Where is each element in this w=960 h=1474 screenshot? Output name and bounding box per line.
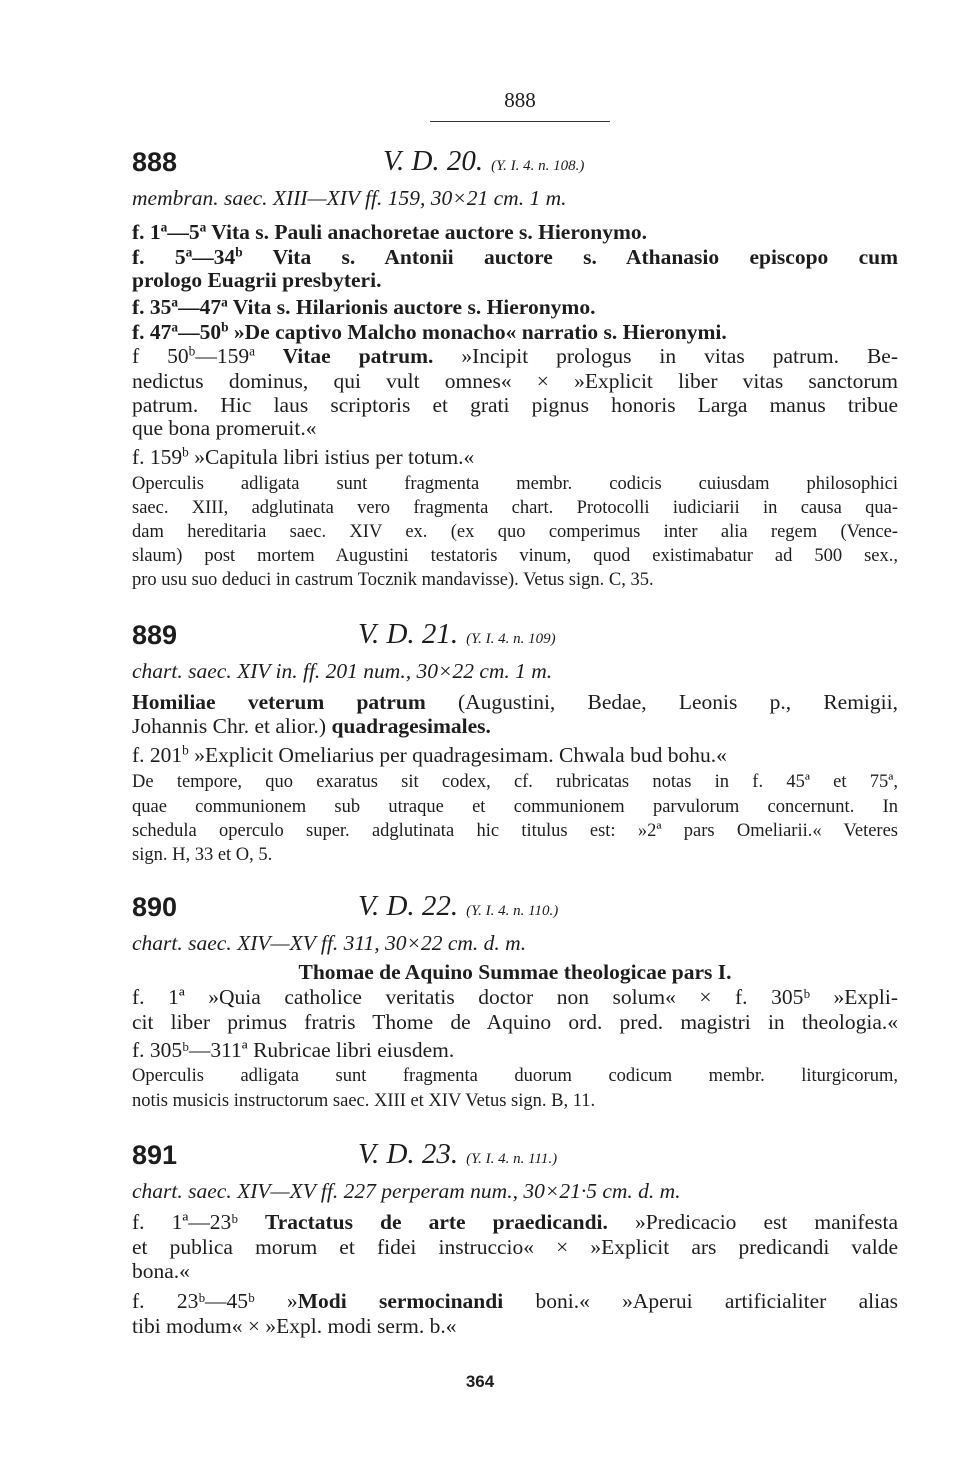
content-line: f. 305ᵇ—311ª Rubricae libri eiusdem. — [132, 1038, 455, 1062]
content-line: f. 47$^a$—50$^b$ »De captivo Malcho monacho« narratio s. Hieronymi. — [132, 319, 727, 344]
entry-number: 888 — [132, 147, 178, 177]
note-line: notis musicis instructorum saec. XIII et XIV Vetus sign. B, 11. — [132, 1091, 596, 1111]
content-line: nedictus dominus, qui vult omnes« × »Explicit liber vitas sanctorum — [132, 369, 898, 393]
content-line: prologo Euagrii presbyteri. — [132, 268, 382, 292]
physical-description: chart. saec. XIV—XV ff. 311, 30×22 cm. d. m. — [132, 931, 527, 955]
content-line: f. 35$^a$—47$^a$ Vita s. Hilarionis auctore s. Hieronymo. — [132, 294, 596, 319]
content-line: f 50$^b$—159$^a$ Vitae patrum. »Incipit prologus in vitas patrum. Be- — [132, 343, 898, 368]
shelfmark: V. D. 21. (Y. I. 4. n. 109) — [358, 618, 556, 650]
running-head: 888 — [504, 88, 536, 112]
note-line: Operculis adligata sunt fragmenta membr. codicis cuiusdam philosophici — [132, 474, 898, 494]
entry-number: 889 — [132, 620, 178, 650]
content-line: patrum. Hic laus scriptoris et grati pignus honoris Larga manus tribue — [132, 393, 898, 417]
note-line: Operculis adligata sunt fragmenta duorum codicum membr. liturgicorum, — [132, 1066, 898, 1086]
note-line: dam hereditaria saec. XIV ex. (ex quo comperimus inter alia regem (Vence- — [132, 522, 898, 542]
content-line: f. 201$^b$ »Explicit Omeliarius per quadragesimam. Chwala bud bohu.« — [132, 742, 727, 767]
content-line: Johannis Chr. et alior.) quadragesimales. — [132, 714, 491, 738]
note-line: schedula operculo super. adglutinata hic titulus est: »2ª pars Omeliarii.« Veteres — [132, 821, 898, 841]
content-line: tibi modum« × »Expl. modi serm. b.« — [132, 1314, 457, 1338]
shelfmark: V. D. 23. (Y. I. 4. n. 111.) — [358, 1138, 558, 1170]
shelfmark: V. D. 22. (Y. I. 4. n. 110.) — [358, 890, 559, 922]
content-line: f. 1$^a$—5$^a$ Vita s. Pauli anachoretae auctore s. Hieronymo. — [132, 219, 647, 244]
content-line: que bona promeruit.« — [132, 416, 317, 440]
note-line: quae communionem sub utraque et communionem parvulorum concernunt. In — [132, 797, 898, 817]
note-line: De tempore, quo exaratus sit codex, cf. rubricatas notas in f. 45ª et 75ª, — [132, 772, 898, 792]
physical-description: chart. saec. XIV—XV ff. 227 perperam num., 30×21·5 cm. d. m. — [132, 1179, 681, 1203]
content-line: f. 5$^a$—34$^b$ Vita s. Antonii auctore s. Athanasio episcopo cum — [132, 244, 898, 269]
content-line: f. 1ª »Quia catholice veritatis doctor non solum« × f. 305ᵇ »Expli- — [132, 985, 898, 1009]
content-line: f. 1ª—23ᵇ Tractatus de arte praedicandi. »Predicacio est manifesta — [132, 1210, 898, 1234]
old-signature: (Y. I. 4. n. 109) — [466, 631, 556, 647]
note-line: slaum) post mortem Augustini testatoris vinum, quod existimabatur ad 500 sex., — [132, 546, 898, 566]
old-signature: (Y. I. 4. n. 111.) — [466, 1151, 558, 1167]
content-line: Homiliae veterum patrum (Augustini, Bedae, Leonis p., Remigii, — [132, 690, 898, 714]
content-line: f. 23ᵇ—45ᵇ »Modi sermocinandi boni.« »Aperui artificialiter alias — [132, 1289, 899, 1313]
note-line: saec. XIII, adglutinata vero fragmenta chart. Protocolli iudiciarii in causa qua- — [132, 498, 898, 518]
note-line: sign. H, 33 et O, 5. — [132, 845, 273, 865]
content-line: cit liber primus fratris Thome de Aquino ord. pred. magistri in theologia.« — [132, 1010, 898, 1034]
content-line: f. 159$^b$ »Capitula libri istius per totum.« — [132, 444, 475, 469]
page-number: 364 — [465, 1372, 495, 1391]
entry-number: 891 — [132, 1140, 178, 1170]
old-signature: (Y. I. 4. n. 108.) — [491, 158, 585, 174]
work-title: Thomae de Aquino Summae theologicae pars I. — [298, 960, 732, 984]
entry-number: 890 — [132, 892, 178, 922]
content-line: et publica morum et fidei instruccio« × »Explicit ars predicandi valde — [132, 1235, 898, 1259]
note-line: pro usu suo deduci in castrum Tocznik mandavisse). Vetus sign. C, 35. — [132, 570, 654, 590]
physical-description: chart. saec. XIV in. ff. 201 num., 30×22 cm. 1 m. — [132, 659, 553, 683]
shelfmark: V. D. 20. (Y. I. 4. n. 108.) — [383, 145, 585, 177]
old-signature: (Y. I. 4. n. 110.) — [466, 903, 559, 919]
content-line: bona.« — [132, 1259, 190, 1283]
header-rule — [430, 121, 610, 122]
physical-description: membran. saec. XIII—XIV ff. 159, 30×21 cm. 1 m. — [132, 186, 567, 210]
